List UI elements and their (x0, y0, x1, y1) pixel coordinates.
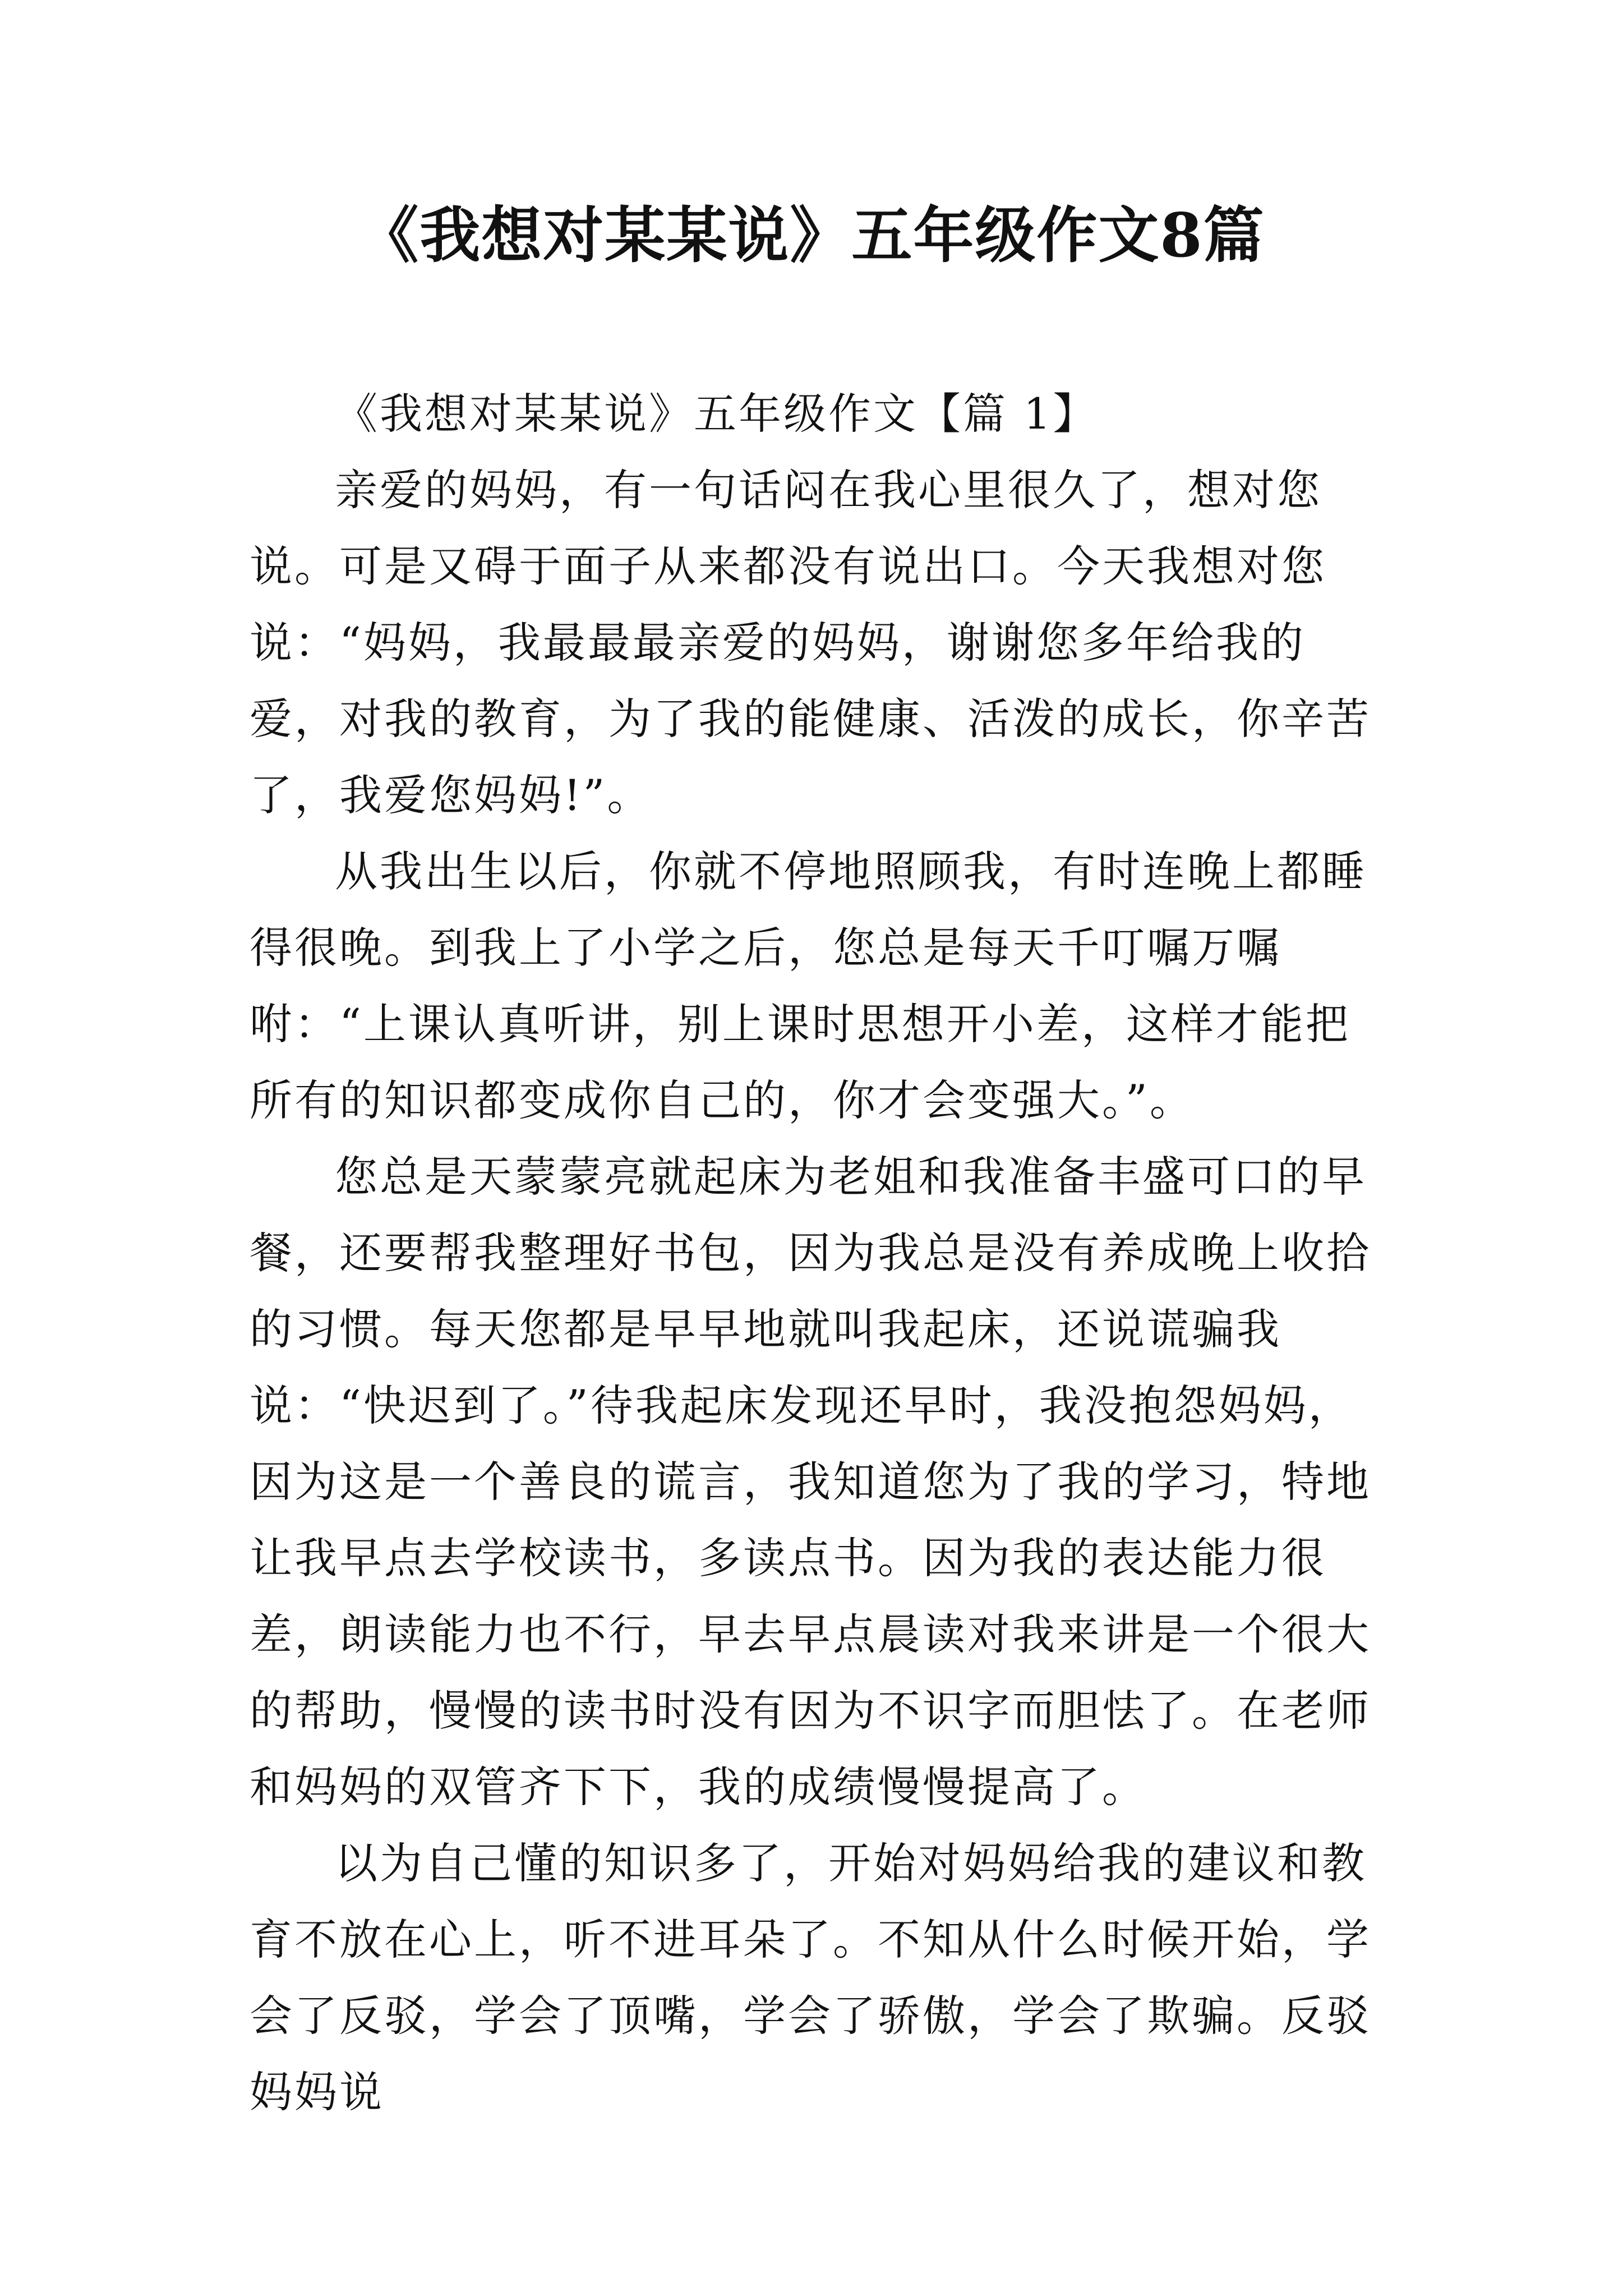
section-heading: 《我想对某某说》五年级作文【篇 1】 (335, 389, 1098, 439)
paragraph-3: 您总是天蒙蒙亮就起床为老姐和我准备丰盛可口的早餐，还要帮我整理好书包，因为我总是没有养成晚上收拾的习惯。每天您都是早早地就叫我起床，还说谎骗我说：“快迟到了。”待我起床发现还早时，我没抱怨妈妈，因为这是一个善良的谎言，我知道您为了我的学习，特地让我早点去学校读书，多读点书。因为我的表达能力很差，朗读能力也不行，早去早点晨读对我来讲是一个很大的帮助，慢慢的读书时没有因为不识字而胆怯了。在老师和妈妈的双管齐下下，我的成绩慢慢提高了。 (250, 1152, 1371, 1812)
paragraph-2: 从我出生以后，你就不停地照顾我，有时连晚上都睡得很晚。到我上了小学之后，您总是每天千叮嘱万嘱咐：“上课认真听讲，别上课时思想开小差，这样才能把所有的知识都变成你自己的，你才会变强大。”。 (250, 846, 1367, 1125)
paragraph-4: 以为自己懂的知识多了，开始对妈妈给我的建议和教育不放在心上，听不进耳朵了。不知从什么时候开始，学会了反驳，学会了顶嘴，学会了骄傲，学会了欺骗。反驳妈妈说 (250, 1838, 1371, 2117)
paragraph-1: 亲爱的妈妈，有一句话闷在我心里很久了，想对您说。可是又碍于面子从来都没有说出口。今天我想对您说：“妈妈，我最最最亲爱的妈妈，谢谢您多年给我的爱，对我的教育，为了我的能健康、活泼的成长，你辛苦了，我爱您妈妈!”。 (250, 465, 1371, 820)
document-body (250, 376, 1388, 2131)
document-title: 《我想对某某说》五年级作文8篇 (358, 200, 1265, 271)
